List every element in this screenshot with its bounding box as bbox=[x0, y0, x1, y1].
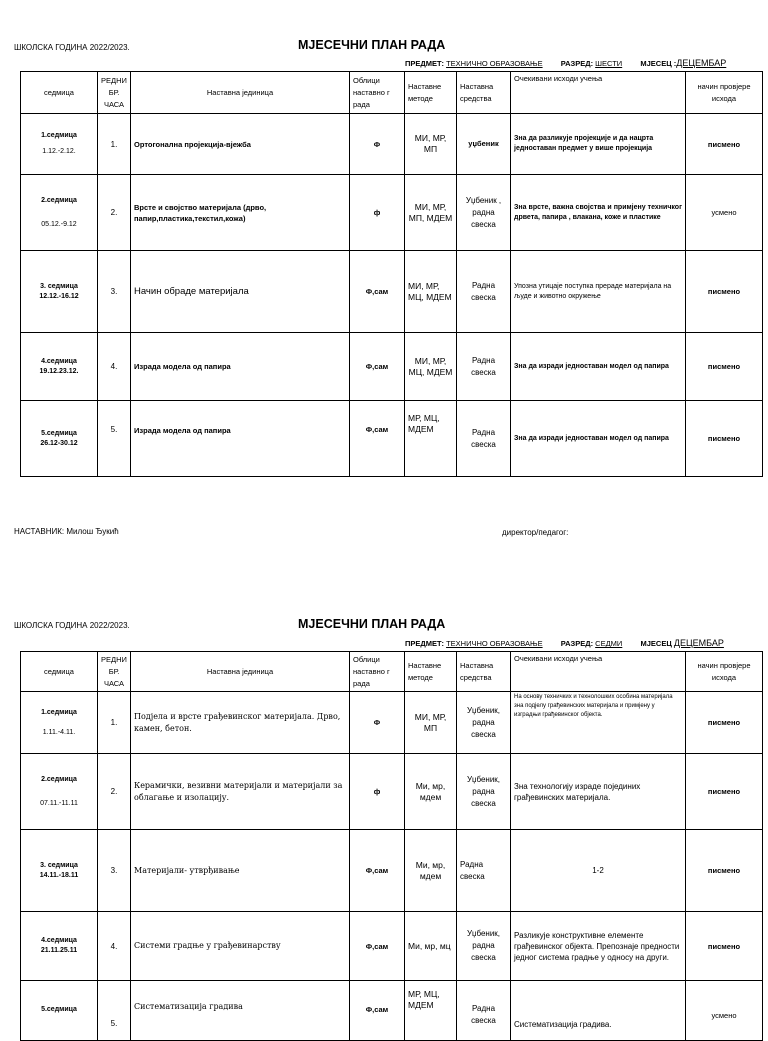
header-outcomes: Очекивани исходи учења bbox=[511, 72, 686, 114]
check-cell: усмено bbox=[686, 981, 763, 1041]
unit-cell: Систематизација градива bbox=[131, 981, 350, 1041]
unit-cell: Израда модела од папира bbox=[131, 333, 350, 401]
forms-cell: Ф bbox=[350, 692, 405, 754]
header-means: Наставна средства bbox=[457, 652, 511, 692]
header-means: Наставна средства bbox=[457, 72, 511, 114]
means-cell: Радна свеска bbox=[457, 830, 511, 912]
week-cell: 5.седмица bbox=[21, 981, 98, 1041]
methods-cell: МИ, МР, МЦ, МДЕМ bbox=[405, 333, 457, 401]
forms-cell: ф bbox=[350, 754, 405, 830]
table-header-row bbox=[21, 652, 763, 692]
header-lesson-no: РЕДНИ БР. ЧАСА bbox=[98, 652, 131, 692]
methods-cell: Ми, мр, мдем bbox=[405, 754, 457, 830]
grade-value: ШЕСТИ bbox=[595, 59, 623, 68]
methods-cell: МИ, МР, МП bbox=[405, 114, 457, 175]
outcome-cell: Зна технологију израде појединих грађевинских материјала. bbox=[511, 754, 686, 830]
page-title: МЈЕСЕЧНИ ПЛАН РАДА bbox=[298, 38, 446, 52]
lesson-no: 2. bbox=[98, 754, 131, 830]
header-methods: Наставне методе bbox=[405, 652, 457, 692]
outcome-cell: Зна да разликује пројекције и да нацрта једноставан предмет у више пројекција bbox=[511, 114, 686, 175]
unit-cell: Системи градње у грађевинарству bbox=[131, 912, 350, 981]
means-cell: Радна свеска bbox=[457, 401, 511, 477]
header-forms: Облици наставно г рада bbox=[350, 652, 405, 692]
means-cell: Уџбеник, радна свеска bbox=[457, 692, 511, 754]
plan-table bbox=[20, 651, 763, 1041]
methods-cell: Ми, мр, мдем bbox=[405, 830, 457, 912]
table-row bbox=[21, 912, 763, 981]
header-week: седмица bbox=[21, 652, 98, 692]
lesson-no: 2. bbox=[98, 175, 131, 251]
plan-table bbox=[20, 71, 763, 477]
check-cell: писмено bbox=[686, 114, 763, 175]
unit-cell: Израда модела од папира bbox=[131, 401, 350, 477]
grade-value: СЕДМИ bbox=[595, 639, 623, 648]
outcome-cell: Разликује конструктивне елементе грађевинског објекта. Препознаје предности једног система градње у односу на други. bbox=[511, 912, 686, 981]
teacher-signature-label: НАСТАВНИК: Милош Ђукић bbox=[14, 527, 119, 536]
header-forms: Облици наставно г рада bbox=[350, 72, 405, 114]
unit-cell: Керамички, везивни материјали и материјали за облагање и изолацију. bbox=[131, 754, 350, 830]
lesson-no: 3. bbox=[98, 251, 131, 333]
week-cell: 1.седмица 1.12.-2.12. bbox=[21, 114, 98, 175]
check-cell: усмено bbox=[686, 175, 763, 251]
week-cell: 4.седмица 21.11.25.11 bbox=[21, 912, 98, 981]
forms-cell: Ф,сам bbox=[350, 830, 405, 912]
methods-cell: МИ, МР, МЦ, МДЕМ bbox=[405, 251, 457, 333]
forms-cell: Ф,сам bbox=[350, 401, 405, 477]
forms-cell: Ф,сам bbox=[350, 981, 405, 1041]
methods-cell: МИ, МР, МП, МДЕМ bbox=[405, 175, 457, 251]
header-lesson-no: РЕДНИ БР. ЧАСА bbox=[98, 72, 131, 114]
unit-cell: Материјали- утврђивање bbox=[131, 830, 350, 912]
unit-cell: Врсте и својство материјала (дрво, папир,пластика,текстил,кожа) bbox=[131, 175, 350, 251]
subject-line: ПРЕДМЕТ: ТЕХНИЧНО ОБРАЗОВАЊЕ РАЗРЕД: ШЕСТИ МЈЕСЕЦ :ДЕЦЕМБАР bbox=[405, 58, 727, 68]
subject-line: ПРЕДМЕТ: ТЕХНИЧНО ОБРАЗОВАЊЕ РАЗРЕД: СЕДМИ МЈЕСЕЦ ДЕЦЕМБАР bbox=[405, 638, 724, 648]
means-cell: уџбеник bbox=[457, 114, 511, 175]
check-cell: писмено bbox=[686, 692, 763, 754]
header-methods: Наставне методе bbox=[405, 72, 457, 114]
forms-cell: Ф,сам bbox=[350, 912, 405, 981]
forms-cell: Ф,сам bbox=[350, 333, 405, 401]
outcome-cell: Упозна утицаје поступка прераде материјала на људе и животно окружење bbox=[511, 251, 686, 333]
outcome-cell: На основу техничких и технолошких особина материјала зна подјелу грађевинских материјала и примјену у изградњи грађевинског објекта. bbox=[511, 692, 686, 754]
check-cell: писмено bbox=[686, 251, 763, 333]
month-value: ДЕЦЕМБАР bbox=[676, 58, 727, 68]
forms-cell: Ф bbox=[350, 114, 405, 175]
header-outcomes: Очекивани исходи учења bbox=[511, 652, 686, 692]
table-header-row bbox=[21, 72, 763, 114]
unit-cell: Подјела и врсте грађевинског материјала. Дрво, камен, бетон. bbox=[131, 692, 350, 754]
check-cell: писмено bbox=[686, 754, 763, 830]
methods-cell: МР, МЦ, МДЕМ bbox=[405, 981, 457, 1041]
outcome-cell: Зна да изради једноставан модел од папира bbox=[511, 401, 686, 477]
methods-cell: МИ, МР, МП bbox=[405, 692, 457, 754]
lesson-no: 4. bbox=[98, 912, 131, 981]
week-cell: 5.седмица 26.12-30.12 bbox=[21, 401, 98, 477]
week-cell: 1.седмица 1.11.-4.11. bbox=[21, 692, 98, 754]
unit-cell: Ортогонална пројекција-вјежба bbox=[131, 114, 350, 175]
header-week: седмица bbox=[21, 72, 98, 114]
table-row bbox=[21, 175, 763, 251]
week-cell: 3. седмица 14.11.-18.11 bbox=[21, 830, 98, 912]
week-cell: 4.седмица 19.12.23.12. bbox=[21, 333, 98, 401]
header-unit: Наставна јединица bbox=[131, 72, 350, 114]
table-row bbox=[21, 251, 763, 333]
table-row bbox=[21, 754, 763, 830]
week-cell: 3. седмица 12.12.-16.12 bbox=[21, 251, 98, 333]
methods-cell: МР, МЦ, МДЕМ bbox=[405, 401, 457, 477]
means-cell: Уџбеник, радна свеска bbox=[457, 754, 511, 830]
header-check: начин провјере исхода bbox=[686, 652, 763, 692]
table-row bbox=[21, 401, 763, 477]
lesson-no: 1. bbox=[98, 114, 131, 175]
month-value: ДЕЦЕМБАР bbox=[673, 638, 724, 648]
methods-cell: Ми, мр, мц bbox=[405, 912, 457, 981]
page-title: МЈЕСЕЧНИ ПЛАН РАДА bbox=[298, 617, 446, 631]
unit-cell: Начин обраде материјала bbox=[131, 251, 350, 333]
table-row bbox=[21, 114, 763, 175]
check-cell: писмено bbox=[686, 830, 763, 912]
forms-cell: ф bbox=[350, 175, 405, 251]
check-cell: писмено bbox=[686, 333, 763, 401]
means-cell: Радна свеска bbox=[457, 333, 511, 401]
outcome-cell: 1-2 bbox=[511, 830, 686, 912]
lesson-no: 5. bbox=[98, 981, 131, 1041]
lesson-no: 5. bbox=[98, 401, 131, 477]
means-cell: Радна свеска bbox=[457, 981, 511, 1041]
means-cell: Уџбеник , радна свеска bbox=[457, 175, 511, 251]
header-check: начин провјере исхода bbox=[686, 72, 763, 114]
school-year: ШКОЛСКА ГОДИНА 2022/2023. bbox=[14, 43, 130, 52]
table-row bbox=[21, 692, 763, 754]
table-row bbox=[21, 981, 763, 1041]
header-unit: Наставна јединица bbox=[131, 652, 350, 692]
week-cell: 2.седмица 05.12.-9.12 bbox=[21, 175, 98, 251]
school-year: ШКОЛСКА ГОДИНА 2022/2023. bbox=[14, 621, 130, 630]
outcome-cell: Зна да изради једноставан модел од папира bbox=[511, 333, 686, 401]
lesson-no: 3. bbox=[98, 830, 131, 912]
outcome-cell: Систематизација градива. bbox=[511, 981, 686, 1041]
lesson-no: 4. bbox=[98, 333, 131, 401]
subject-value: ТЕХНИЧНО ОБРАЗОВАЊЕ bbox=[446, 639, 543, 648]
director-signature-label: директор/педагог: bbox=[502, 528, 569, 537]
forms-cell: Ф,сам bbox=[350, 251, 405, 333]
check-cell: писмено bbox=[686, 401, 763, 477]
table-row bbox=[21, 830, 763, 912]
subject-value: ТЕХНИЧНО ОБРАЗОВАЊЕ bbox=[446, 59, 543, 68]
means-cell: Уџбеник, радна свеска bbox=[457, 912, 511, 981]
means-cell: Радна свеска bbox=[457, 251, 511, 333]
check-cell: писмено bbox=[686, 912, 763, 981]
outcome-cell: Зна врсте, важна својства и примјену техничког дрвета, папира , влакана, коже и пластике bbox=[511, 175, 686, 251]
week-cell: 2.седмица 07.11.-11.11 bbox=[21, 754, 98, 830]
lesson-no: 1. bbox=[98, 692, 131, 754]
table-row bbox=[21, 333, 763, 401]
